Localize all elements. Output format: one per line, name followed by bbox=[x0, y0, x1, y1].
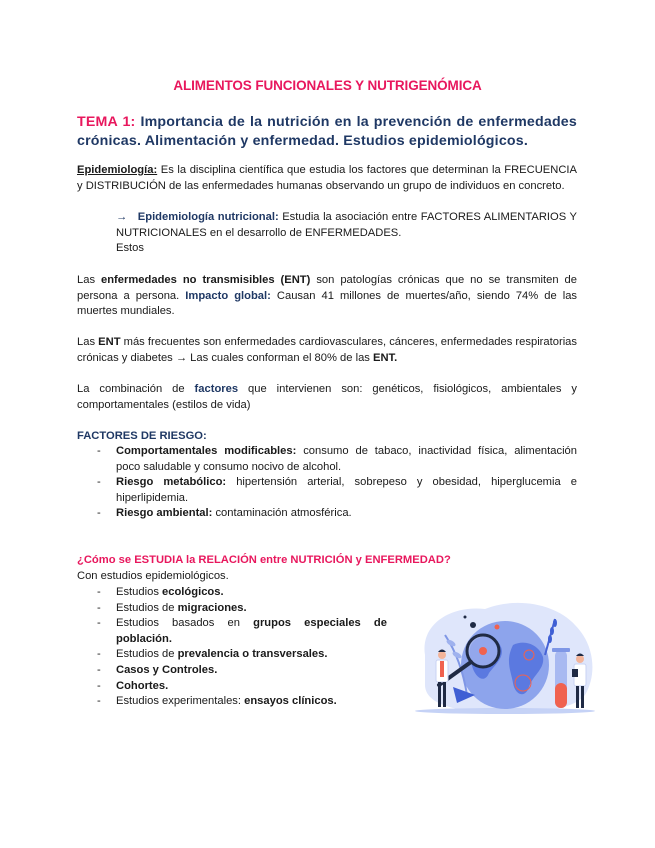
topic-heading bbox=[77, 113, 577, 151]
ent-pre: Las bbox=[77, 274, 101, 286]
combination-pre: La combinación de bbox=[77, 383, 195, 395]
studies-intro: Con estudios epidemiológicos. bbox=[77, 570, 229, 582]
study-term: ecológicos. bbox=[162, 586, 224, 598]
studies-list bbox=[77, 585, 387, 710]
dash-bullet: - bbox=[97, 507, 101, 520]
dash-bullet: - bbox=[97, 663, 101, 676]
list-item bbox=[77, 663, 387, 679]
ent-definition: son patologías crónicas que no se transmiten de persona a persona. bbox=[77, 274, 577, 302]
risk-text: consumo de tabaco, inactividad física, alimentación poco saludable y consumo nocivo de alcohol. bbox=[116, 445, 577, 473]
nutritional-epidemiology-definition: Estudia la asociación entre FACTORES ALIMENTARIOS Y NUTRICIONALES en el desarrollo de ENFERMEDADES. bbox=[116, 211, 577, 239]
dash-bullet: - bbox=[97, 617, 101, 630]
scientists-globe-illustration bbox=[405, 595, 597, 717]
scientists-globe-magnifier-icon bbox=[405, 595, 597, 717]
list-item bbox=[77, 694, 387, 710]
study-pre: Estudios experimentales: bbox=[116, 695, 245, 708]
dash-bullet: - bbox=[97, 586, 101, 598]
combination-text: que intervienen son: genéticos, fisiológicos, ambientales y comportamentales (estilos de vida) bbox=[77, 383, 577, 411]
risk-factors-heading: FACTORES DE RIESGO: bbox=[77, 430, 207, 442]
arrow-icon: → bbox=[116, 211, 128, 223]
risk-text: hipertensión arterial, sobrepeso y obesidad, hiperglucemia e hiperlipidemia. bbox=[116, 476, 577, 504]
document-title: ALIMENTOS FUNCIONALES Y NUTRIGENÓMICA bbox=[173, 78, 482, 93]
dash-bullet: - bbox=[97, 648, 101, 661]
list-item bbox=[77, 444, 577, 475]
list-item bbox=[77, 647, 387, 663]
study-term: ensayos clínicos. bbox=[244, 695, 337, 708]
topic-label: TEMA 1: bbox=[77, 114, 136, 130]
note-text: Estos bbox=[116, 242, 144, 255]
list-item bbox=[77, 475, 577, 506]
list-item bbox=[77, 679, 387, 695]
global-impact-label: Impacto global: bbox=[185, 289, 271, 302]
dash-bullet: - bbox=[97, 476, 101, 489]
risk-term: Riesgo metabólico: bbox=[116, 476, 227, 489]
epidemiology-term: Epidemiología: bbox=[77, 164, 158, 176]
epidemiology-definition: Es la disciplina científica que estudia los factores que determinan la FRECUENCIA y DISTRIBUCIÓN de las enfermedades humanas observando un grupo de individuos en concreto. bbox=[77, 164, 577, 192]
nutritional-epidemiology-paragraph bbox=[116, 210, 577, 257]
study-term: migraciones. bbox=[177, 601, 247, 614]
nutritional-epidemiology-term: Epidemiología nutricional: bbox=[137, 211, 279, 223]
study-pre: Estudios basados en bbox=[116, 617, 254, 630]
dash-bullet: - bbox=[97, 679, 101, 692]
study-term: grupos especiales de población. bbox=[116, 617, 387, 645]
ent-frequent-text: más frecuentes son enfermedades cardiovasculares, cánceres, enfermedades respiratorias crónicas y diabetes → Las cuales conforman el 80% de las bbox=[77, 336, 577, 364]
list-item bbox=[77, 506, 577, 522]
ent-term: enfermedades no transmisibles (ENT) bbox=[101, 274, 311, 286]
study-term: Cohortes. bbox=[116, 679, 169, 692]
study-pre: Estudios de bbox=[116, 648, 178, 661]
list-item bbox=[77, 601, 387, 617]
risk-text: contaminación atmosférica. bbox=[212, 507, 352, 520]
dash-bullet: - bbox=[97, 445, 101, 457]
global-impact-text: Causan 41 millones de muertes/año, siendo 74% de las muertes mundiales. bbox=[77, 289, 578, 318]
ent-frequent-paragraph bbox=[77, 335, 577, 366]
list-item bbox=[77, 585, 387, 601]
risk-factors-list bbox=[77, 444, 577, 522]
ent-frequent-pre: Las bbox=[77, 336, 99, 348]
study-term: prevalencia o transversales. bbox=[177, 648, 328, 661]
ent-frequent-term2: ENT. bbox=[373, 351, 398, 364]
factors-term: factores bbox=[194, 383, 239, 395]
ent-frequent-term: ENT bbox=[98, 336, 121, 348]
risk-term: Comportamentales modificables: bbox=[116, 445, 297, 457]
dash-bullet: - bbox=[97, 601, 101, 614]
epidemiology-paragraph bbox=[77, 163, 577, 194]
dash-bullet: - bbox=[97, 695, 101, 708]
list-item bbox=[77, 616, 387, 647]
topic-text: Importancia de la nutrición en la prevención de enfermedades crónicas. Alimentación y enfermedad. Estudios epidemiológicos. bbox=[77, 114, 577, 149]
study-pre: Estudios bbox=[116, 586, 163, 598]
study-term: Casos y Controles. bbox=[116, 663, 218, 676]
studies-question-heading: ¿Cómo se ESTUDIA la RELACIÓN entre NUTRICIÓN y ENFERMEDAD? bbox=[77, 554, 451, 566]
study-pre: Estudios de bbox=[116, 601, 178, 614]
risk-term: Riesgo ambiental: bbox=[116, 507, 213, 520]
ent-paragraph bbox=[77, 273, 577, 320]
factors-combination-paragraph bbox=[77, 382, 577, 413]
